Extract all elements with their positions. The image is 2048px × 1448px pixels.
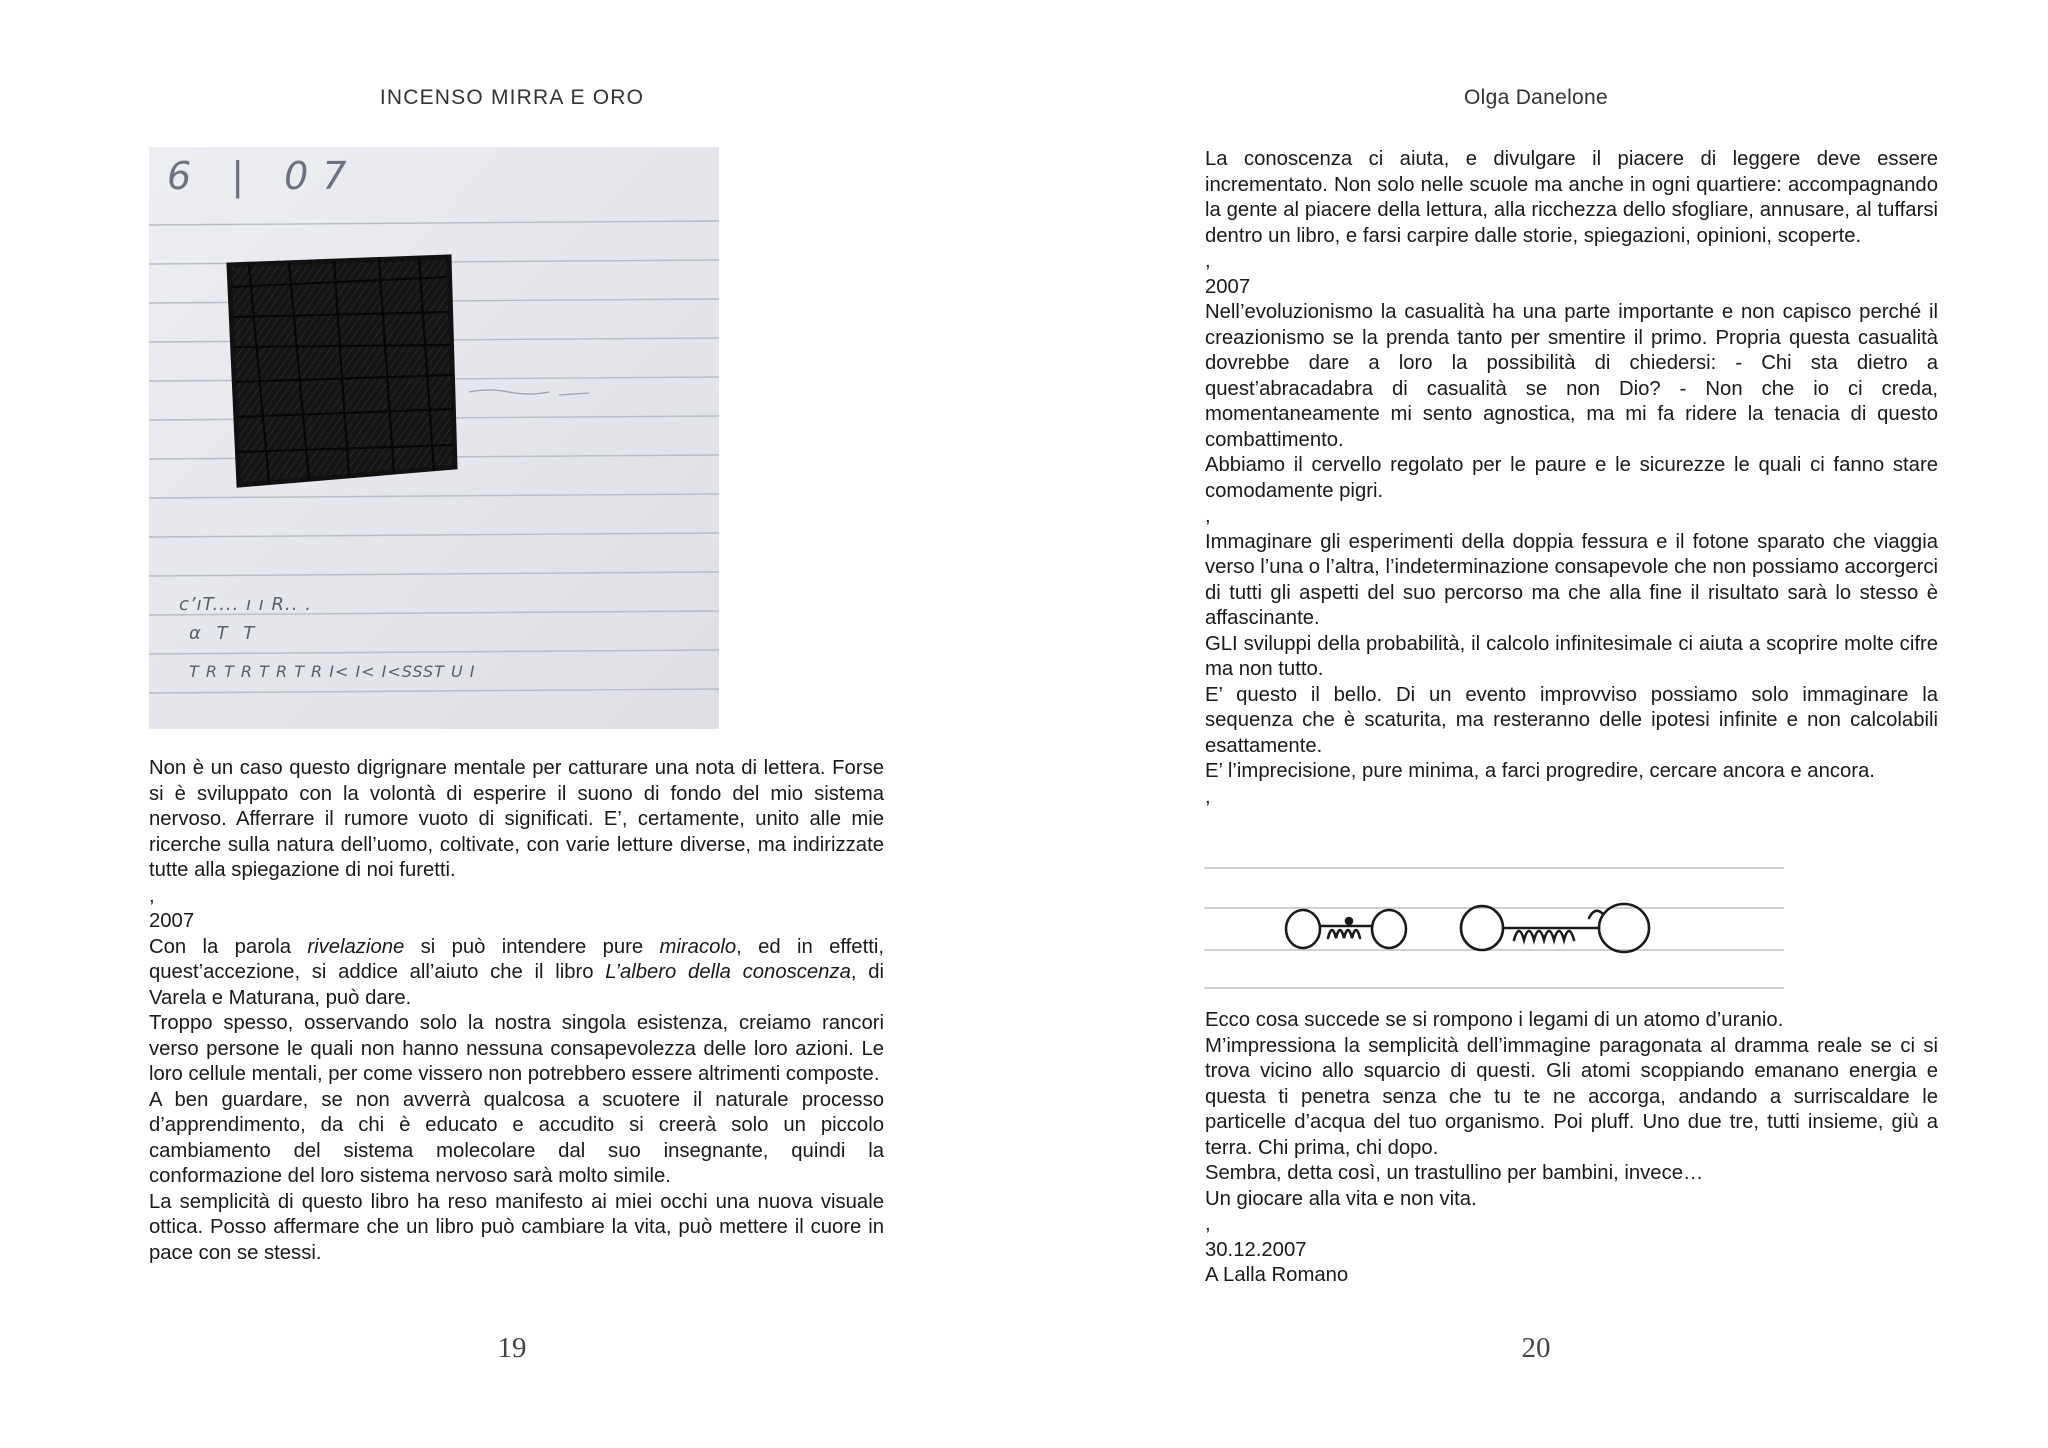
paragraph: Sembra, detta così, un trastullino per bambini, invece…: [1205, 1162, 1704, 1184]
paragraph: La conoscenza ci aiuta, e divulgare il piacere di leggere deve essere incrementato. Non solo nelle scuole ma anche in ogni quartiere: accompagnando la gente al piacere della lettura, alla ricchezza dello sfogliare, annusare, al tuffarsi dentro un libro, e farsi carpire dalle storie, spiegazioni, opinioni, scoperte.: [1205, 148, 1938, 247]
handwritten-date: 6 | 07: [167, 154, 361, 198]
emphasis-rivelazione: rivelazione: [307, 935, 405, 958]
paragraph: A ben guardare, se non avverrà qualcosa a scuotere il naturale processo d’apprendimento, da chi è educato e accudito si creerà solo un piccolo cambiamento del sistema molecolare dal suo insegnante, quindi la conformazione del loro sistema nervoso sarà molto simile.: [149, 1088, 884, 1187]
paragraph: La semplicità di questo libro ha reso manifesto ai miei occhi una nuova visuale ottica. Posso affermare che un libro può cambiare la vita, può mettere il cuore in pace con se stessi.: [149, 1190, 884, 1264]
text-run: Con la parola: [149, 935, 308, 958]
handwritten-scribble-1: c’ıT.... ı ı R.. .: [179, 594, 312, 615]
emphasis-book-title: L’albero della conoscenza: [605, 961, 851, 983]
handwritten-scribble-3: T R T R T R T R I< I< I<SSST U I: [189, 662, 476, 681]
paragraph: M’impressiona la semplicità dell’immagine paragonata al dramma reale se ci si trova vicino allo squarcio di questi. Gli atomi scoppiando emanano energia e questa ti penetra senza che tu te ne accorga, andando a surriscaldare le particelle d’acqua del tuo organismo. Poi pluff. Uno due tre, tutti insieme, giù a terra. Chi prima, chi dopo.: [1205, 1034, 1938, 1159]
running-head-left: INCENSO MIRRA E ORO: [379, 86, 645, 109]
paragraph: GLI sviluppi della probabilità, il calcolo infinitesimale ci aiuta a scoprire molte cifre ma non tutto.: [1205, 632, 1938, 680]
page-number-right: 20: [1521, 1332, 1551, 1364]
separator: ,: [1205, 785, 1211, 808]
paragraph: Non è un caso questo digrignare mentale per catturare una nota di lettera. Forse si è sviluppato con la volontà di esperire il suono di fondo del mio sistema nervoso. Afferrare il rumore vuoto di significati. E’, certamente, unito alle mie ricerche sulla natura dell’uomo, coltivate, con varie letture diverse, ma indirizzate tutte alla spiegazione di noi furetti.: [149, 757, 884, 881]
paragraph: Immaginare gli esperimenti della doppia fessura e il fotone sparato che viaggia verso l’una o l’altra, l’indeterminazione consapevole che non possiamo accorgerci di tutti gli aspetti del suo percorso ma che alla fine il risultato sarà lo stesso è affascinante.: [1205, 530, 1938, 629]
scribbled-square: [229, 257, 455, 485]
separator: ,: [149, 884, 155, 907]
separator: ,: [1205, 1213, 1211, 1235]
handwritten-scribble-2: α T T: [189, 623, 260, 644]
right-body-text-bottom: [1205, 1008, 1938, 1289]
paragraph-rivelazione: [149, 935, 884, 1012]
entry-date: 2007: [149, 910, 195, 932]
paragraph: Un giocare alla vita e non vita.: [1205, 1187, 1477, 1210]
text-run: , ed in effetti, quest’accezione, si addice all’aiuto che il libro: [149, 935, 884, 983]
paragraph: Ecco cosa succede se si rompono i legami di un atomo d’uranio.: [1205, 1009, 1784, 1031]
right-body-text-top: [1205, 147, 1938, 810]
entry-date: 2007: [1205, 275, 1251, 298]
paragraph: E’ l’imprecisione, pure minima, a farci progredire, cercare ancora e ancora.: [1205, 760, 1875, 782]
entry-date: 30.12.2007: [1205, 1238, 1307, 1261]
emphasis-miracolo: miracolo: [659, 935, 737, 958]
left-body-text: [149, 756, 884, 1266]
paragraph: Troppo spesso, osservando solo la nostra singola esistenza, creiamo rancori verso persone le quali non hanno nessuna consapevolezza delle loro azioni. Le loro cellule mentali, per come vissero non potrebbero essere altrimenti composte.: [149, 1012, 884, 1085]
notebook-photo: [149, 147, 719, 729]
page-number-left: 19: [497, 1332, 527, 1364]
paragraph: Abbiamo il cervello regolato per le paure e le sicurezze le quali ci fanno stare comodamente pigri.: [1205, 454, 1938, 502]
text-run: si può intendere pure: [404, 935, 660, 958]
atom-chain-sketch: [1204, 848, 1784, 998]
running-head-right: Olga Danelone: [1464, 86, 1608, 109]
text-run: , di Varela e Maturana, può dare.: [149, 961, 884, 1009]
paragraph: Nell’evoluzionismo la casualità ha una parte importante e non capisco perché il creazionismo se la prenda tanto per smentire il primo. Propria questa casualità dovrebbe dare a loro la possibilità di chiedersi: - Chi sta dietro a quest’abracadabra di casualità se non Dio? - Non che io ci creda, momentaneamente mi sento agnostica, ma mi fa ridere la tenacia di questo combattimento.: [1205, 301, 1938, 451]
separator: ,: [1205, 250, 1211, 272]
dedication: A Lalla Romano: [1205, 1264, 1349, 1286]
right-page: [1024, 0, 2048, 1448]
paragraph: E’ questo il bello. Di un evento improvviso possiamo solo immaginare la sequenza che è scaturita, ma resteranno delle ipotesi infinite e non calcolabili esattamente.: [1205, 683, 1938, 757]
separator: ,: [1205, 505, 1211, 527]
